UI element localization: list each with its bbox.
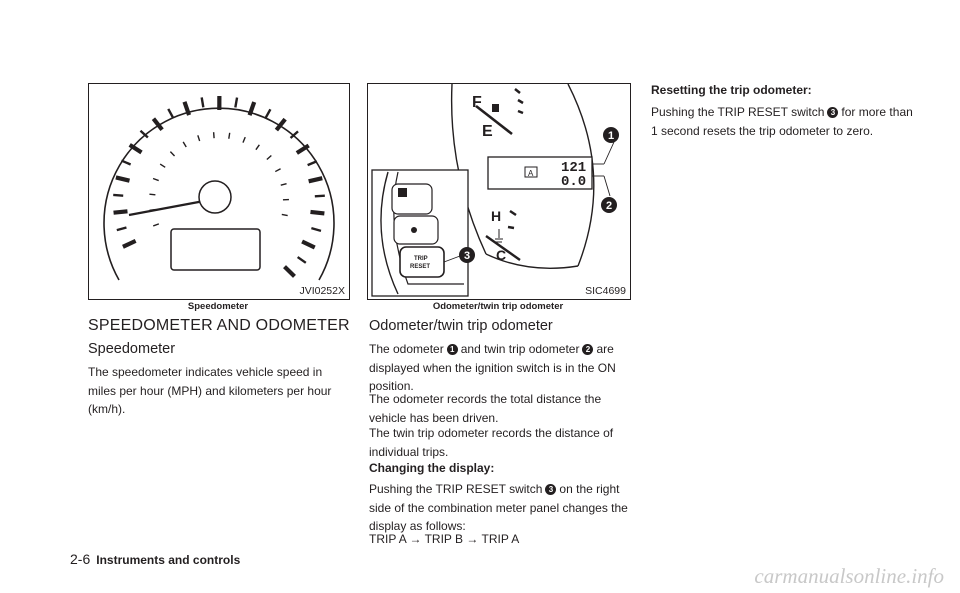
trip-sequence: TRIP A → TRIP B → TRIP A bbox=[369, 532, 520, 546]
speedometer-kmh-tick bbox=[267, 156, 271, 160]
callout-leader-2 bbox=[604, 176, 610, 196]
speedometer-mph-tick bbox=[117, 227, 127, 230]
changing-text: on the right side of the combination meter panel changes the display as follows: bbox=[369, 482, 628, 533]
speedometer-mph-tick bbox=[315, 196, 325, 197]
speedometer-kmh-tick bbox=[198, 135, 200, 141]
speedometer-kmh-tick bbox=[183, 142, 186, 147]
callout-leader-1 bbox=[604, 142, 614, 164]
speedometer-mph-tick bbox=[285, 267, 295, 277]
speedometer-mph-tick bbox=[311, 228, 321, 231]
changing-display-heading: Changing the display: bbox=[369, 461, 495, 475]
speedometer-kmh-tick bbox=[229, 133, 230, 139]
speedometer-mph-tick bbox=[309, 178, 323, 181]
speedometer-kmh-tick bbox=[170, 152, 174, 156]
fuel-gauge-tick bbox=[518, 100, 523, 103]
odometer-text: are displayed when the ignition switch is in the ON position. bbox=[369, 342, 616, 393]
fuel-gauge-tick bbox=[515, 89, 520, 93]
speedometer-mph-tick bbox=[202, 97, 204, 107]
speedometer-illustration bbox=[89, 84, 349, 299]
trip-reset-switch-label-line1: TRIP bbox=[414, 256, 428, 262]
section-name: Instruments and controls bbox=[96, 553, 241, 567]
speedometer-needle bbox=[129, 201, 204, 215]
callout-1-icon: 1 bbox=[447, 344, 458, 355]
callout-3-label: 3 bbox=[463, 250, 471, 262]
callout-3-icon: 3 bbox=[545, 484, 556, 495]
odometer-digits: 121 bbox=[561, 160, 587, 176]
figure-caption: Odometer/twin trip odometer bbox=[432, 301, 564, 312]
temp-gauge-tick bbox=[508, 227, 514, 228]
speedometer-mph-tick bbox=[116, 177, 130, 180]
resetting-paragraph bbox=[651, 103, 913, 140]
speedometer-mph-tick bbox=[113, 195, 123, 196]
temp-gauge-cold-label: C bbox=[496, 247, 507, 263]
speedometer-description: The speedometer indicates vehicle speed in miles per hour (MPH) and kilometers per hour (km/h). bbox=[88, 365, 332, 416]
callout-3-icon: 3 bbox=[827, 107, 838, 118]
speedometer-mph-tick bbox=[310, 212, 324, 214]
odometer-paragraph-2: The odometer records the total distance the vehicle has been driven. bbox=[369, 392, 602, 425]
speedometer-kmh-tick bbox=[256, 145, 259, 150]
resetting-text: for more than 1 second resets the trip odometer to zero. bbox=[651, 105, 913, 138]
page-footer bbox=[70, 551, 240, 567]
fuel-gauge-tick bbox=[518, 111, 523, 113]
speedometer-mph-tick bbox=[114, 211, 128, 212]
speedometer-mph-tick bbox=[235, 98, 237, 108]
speedometer-mph-tick bbox=[168, 109, 173, 118]
trip-odometer-digits: 0.0 bbox=[561, 174, 587, 190]
resetting-heading: Resetting the trip odometer: bbox=[651, 83, 812, 97]
speedometer-kmh-tick bbox=[153, 179, 159, 181]
figure-caption: Speedometer bbox=[187, 301, 249, 312]
trip-reset-switch-button bbox=[400, 247, 444, 277]
speedometer-kmh-tick bbox=[149, 194, 155, 195]
changing-text: Pushing the TRIP RESET switch bbox=[369, 482, 543, 496]
odometer-figure bbox=[367, 83, 631, 300]
fuel-gauge-full-label: F bbox=[472, 94, 482, 111]
figure-code: JVI0252X bbox=[299, 285, 345, 297]
odometer-illustration bbox=[368, 84, 630, 299]
temp-gauge-tick bbox=[510, 211, 516, 215]
fuel-pump-icon bbox=[492, 104, 499, 112]
speedometer-figure bbox=[88, 83, 350, 300]
speedometer-kmh-tick bbox=[160, 164, 165, 167]
speedometer-kmh-tick bbox=[281, 184, 287, 186]
callout-1-label: 1 bbox=[607, 130, 615, 142]
speedometer-heading: Speedometer bbox=[88, 341, 176, 357]
speedometer-kmh-tick bbox=[275, 169, 280, 172]
speedometer-mph-tick bbox=[123, 241, 136, 247]
steering-switch-icon bbox=[398, 188, 407, 197]
odometer-paragraph-1 bbox=[369, 340, 631, 396]
page-number: 2-6 bbox=[70, 551, 91, 567]
odometer-text: The odometer bbox=[369, 342, 444, 356]
speedometer-mph-tick bbox=[308, 161, 317, 165]
figure-code: SIC4699 bbox=[585, 285, 626, 297]
steering-switch-dot bbox=[411, 227, 417, 233]
callout-2-icon: 2 bbox=[582, 344, 593, 355]
thermometer-icon bbox=[495, 229, 503, 242]
watermark: carmanualsonline.info bbox=[754, 564, 944, 588]
callout-2-label: 2 bbox=[605, 200, 613, 212]
speedometer-mph-tick bbox=[121, 161, 130, 165]
fuel-gauge-empty-label: E bbox=[482, 123, 493, 140]
odometer-heading: Odometer/twin trip odometer bbox=[369, 318, 553, 334]
speedometer-kmh-tick bbox=[282, 214, 288, 215]
changing-display-paragraph bbox=[369, 480, 631, 536]
speedometer-kmh-tick bbox=[153, 224, 159, 226]
speedometer-mph-tick bbox=[302, 241, 315, 247]
temp-gauge-hot-label: H bbox=[491, 208, 502, 224]
speedometer-mph-tick bbox=[266, 109, 271, 118]
odometer-text: and twin trip odometer bbox=[460, 342, 580, 356]
odometer-paragraph-3: The twin trip odometer records the distance of individual trips. bbox=[369, 426, 614, 459]
odometer-display-window bbox=[171, 229, 260, 270]
speedometer-mph-tick bbox=[298, 257, 306, 263]
speedometer-needle-hub bbox=[199, 181, 231, 213]
resetting-text: Pushing the TRIP RESET switch bbox=[651, 105, 825, 119]
trip-reset-switch-label-line2: RESET bbox=[410, 264, 431, 270]
trip-indicator-label: A bbox=[528, 169, 534, 178]
section-title: SPEEDOMETER AND ODOMETER bbox=[88, 317, 350, 334]
speedometer-kmh-tick bbox=[243, 137, 245, 143]
